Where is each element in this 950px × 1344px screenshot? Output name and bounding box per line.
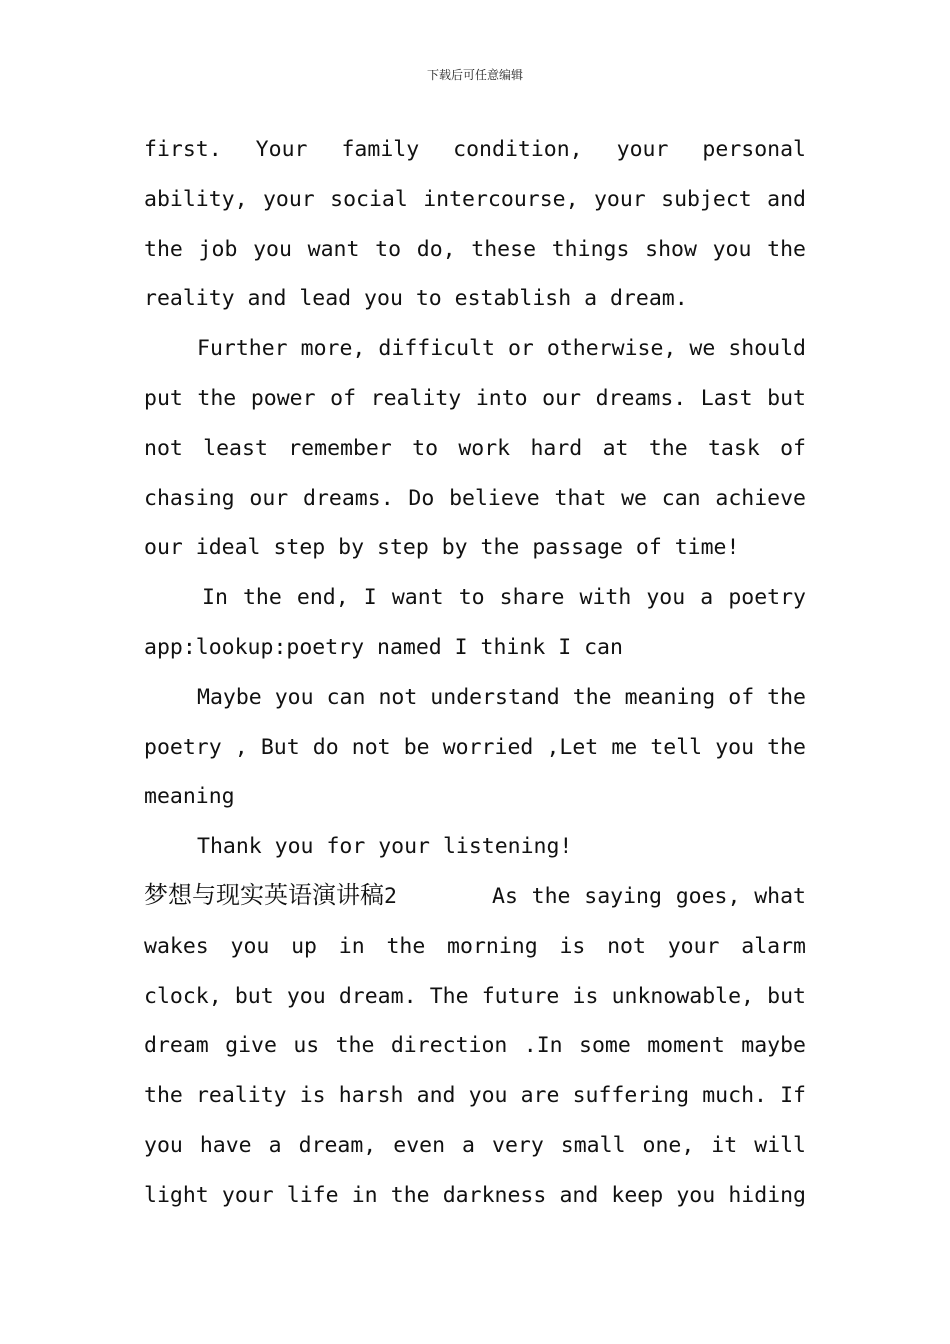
text-line: our ideal step by step by the passage of time! xyxy=(144,535,740,561)
text-line: the reality is harsh and you are suffering much. If xyxy=(144,1083,806,1109)
text-line: Thank you for your listening! xyxy=(197,834,573,860)
page-header: 下载后可任意编辑 xyxy=(426,68,523,82)
text-line: ability, your social intercourse, your subject and xyxy=(144,186,806,212)
text-line: meaning xyxy=(144,784,235,810)
text-line: As the saying goes, what xyxy=(492,883,806,909)
text-line: Maybe you can not understand the meaning of the xyxy=(197,684,806,710)
text-line: light your life in the darkness and keep you hiding xyxy=(144,1182,806,1208)
text-line: put the power of reality into our dreams. Last but xyxy=(144,385,806,411)
text-line: you have a dream, even a very small one, it will xyxy=(144,1132,806,1158)
document-body xyxy=(144,125,806,1221)
text-line: Further more, difficult or otherwise, we should xyxy=(197,336,806,362)
heading-title: 梦想与现实英语演讲稿 xyxy=(144,881,384,910)
text-line: dream give us the direction .In some moment maybe xyxy=(144,1033,806,1059)
text-line: the job you want to do, these things show you the xyxy=(144,236,806,262)
section-heading-line xyxy=(144,872,806,922)
text-line: app:lookup:poetry named I think I can xyxy=(144,634,623,660)
text-line: In the end, I want to share with you a poetry xyxy=(202,585,806,611)
text-line: reality and lead you to establish a dream. xyxy=(144,286,688,312)
section-heading xyxy=(144,872,397,922)
text-line: poetry , But do not be worried ,Let me tell you the xyxy=(144,734,806,760)
text-line: not least remember to work hard at the task of xyxy=(144,435,806,461)
text-line: chasing our dreams. Do believe that we can achieve xyxy=(144,485,806,511)
text-line: clock, but you dream. The future is unknowable, but xyxy=(144,983,806,1009)
text-line: wakes you up in the morning is not your alarm xyxy=(144,933,806,959)
heading-number: 2 xyxy=(384,884,397,910)
text-line: first. Your family condition, your personal xyxy=(144,137,806,162)
